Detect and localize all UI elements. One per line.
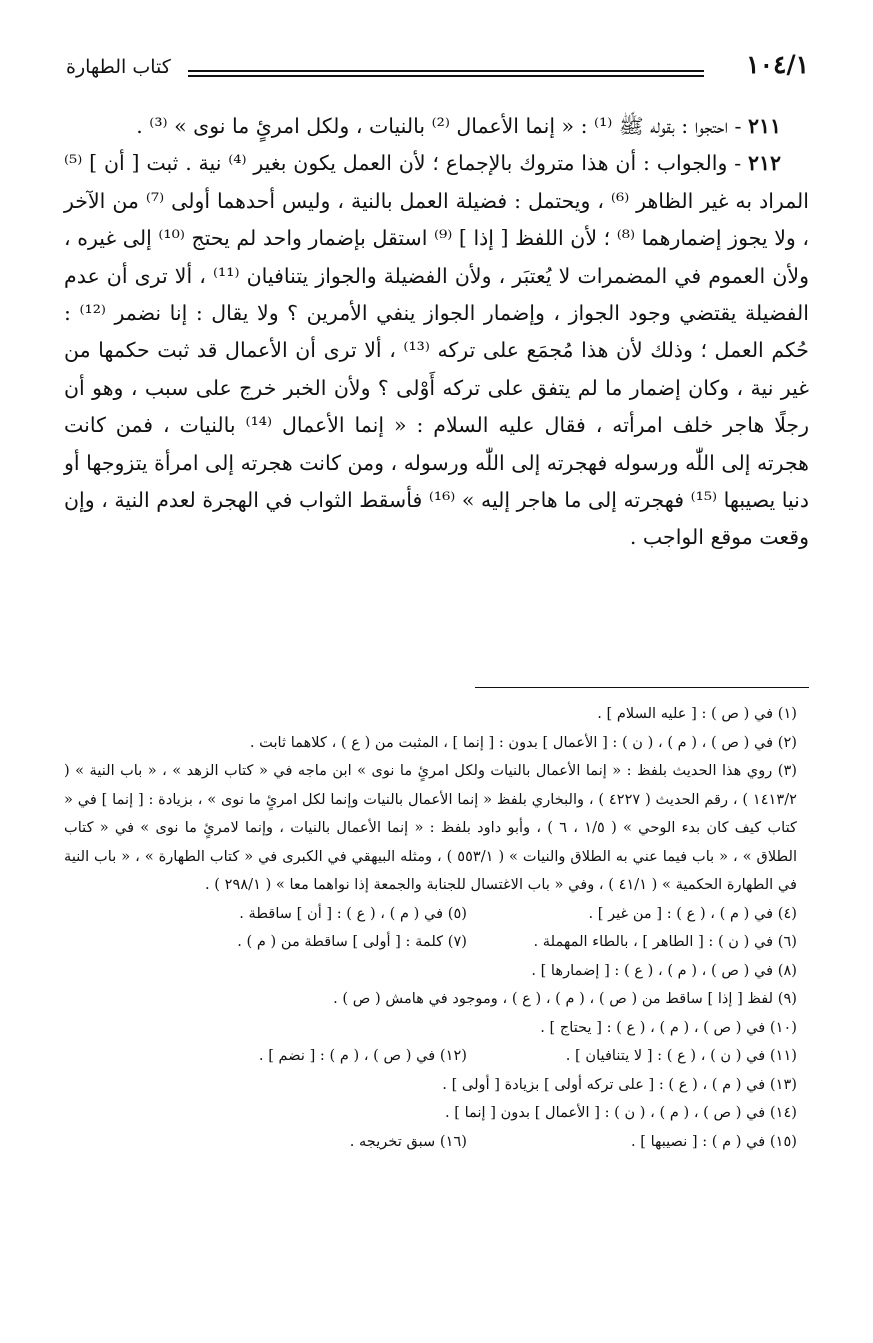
footnotes	[64, 700, 797, 1156]
footnote: (١٤) في ( ص ) ، ( م ) ، ( ن ) : [ الأعمال ] بدون [ إنما ] .	[444, 1104, 797, 1121]
page-number: ١٠٤/١	[746, 50, 809, 79]
footnote-row	[64, 900, 797, 929]
header-rule	[188, 75, 704, 77]
footnote-row	[64, 1128, 797, 1157]
footnote: (١٥) في ( م ) : [ نصيبها ] .	[630, 1132, 797, 1150]
footnote: (٧) كلمة : [ أولى ] ساقطة من ( م ) .	[237, 933, 467, 950]
footnote: (١١) في ( ن ) ، ( ع ) : [ لا يتنافيان ] .	[565, 1047, 797, 1064]
paragraph-number: ٢١١	[747, 114, 781, 138]
paragraph	[64, 108, 809, 145]
header-rule	[188, 70, 704, 72]
footnote: (١٢) في ( ص ) ، ( م ) : [ نضم ] .	[258, 1047, 467, 1064]
footnote: (١) في ( ص ) : [ عليه السلام ] .	[597, 705, 797, 722]
footnote-separator	[475, 687, 809, 688]
footnote: (٣) روي هذا الحديث بلفظ : « إنما الأعمال بالنيات ولكل امرئٍ ما نوى » ابن ماجه في « كتاب الزهد » ، « باب النية » ( ١٤١٣/٢ ) ، رقم الحديث ( ٤٢٢٧ ) ، والبخاري بلفظ « إنما الأعمال بالنيات وإنما لكل امرئٍ ما نوى » ، بزيادة : [ إنما ] في « كتاب كيف كان بدء الوحي » ( ١/٥ ، ٦ ) ، وأبو داود بلفظ : « إنما الأعمال بالنيات ، وإنما لامرئٍ ما نوى » في « كتاب الطلاق » ، « باب فيما عني به الطلاق والنيات » ( ٥٥٣/١ ) ، ومثله البيهقي في الكبرى في « كتاب الطهارة » ، « باب النية في الطهارة الحكمية » ( ٤١/١ ) ، وفي « باب الاغتسال للجنابة والجمعة إذا نواهما معا » ( ٢٩٨/١ ) .	[64, 762, 798, 893]
page-header	[66, 50, 809, 90]
footnote: (٢) في ( ص ) ، ( م ) ، ( ن ) : [ الأعمال ] بدون : [ إنما ] ، المثبت من ( ع ) ، كلاهما ثابت .	[249, 733, 797, 751]
paragraph-text: - احتجوا : بقوله ﷺ ⁽¹⁾ : « إنما الأعمال ⁽²⁾ بالنيات ، ولكل امرئٍ ما نوى » ⁽³⁾ .	[136, 114, 748, 138]
main-text	[64, 108, 809, 557]
footnote: (١٠) في ( ص ) ، ( م ) ، ( ع ) : [ يحتاج ] .	[540, 1018, 797, 1036]
paragraph-text: - والجواب : أن هذا متروك بالإجماع ؛ لأن العمل يكون بغير ⁽⁴⁾ نية . ثبت [ أن ] ⁽⁵⁾ المراد به غير الظاهر ⁽⁶⁾ ، ويحتمل : فضيلة العمل بالنية ، وليس أحدهما أولى ⁽⁷⁾ من الآخر ، ولا يجوز إضمارهما ⁽⁸⁾ ؛ لأن اللفظ [ إذا ] ⁽⁹⁾ استقل بإضمار واحد لم يحتج ⁽¹⁰⁾ إلى غيره ، ولأن العموم في المضمرات لا يُعتبَر ، ولأن الفضيلة والجواز يتنافيان ⁽¹¹⁾ ، ألا ترى أن عدم الفضيلة يقتضي وجود الجواز ، وإضمار الجواز ينفي الأمرين ؟ ولا يقال : إنا نضمر ⁽¹²⁾ : حُكم العمل ؛ وذلك لأن هذا مُجمَع على تركه ⁽¹³⁾ ، ألا ترى أن الأعمال قد ثبت حكمها من غير نية ، وكان إضمار ما لم يتفق على تركه أَوْلى ؟ ولأن الخبر خرج على سبب ، وهو أن رجلًا هاجر خلف امرأته ، فقال عليه السلام : « إنما الأعمال ⁽¹⁴⁾ بالنيات ، فمن كانت هجرته إلى اللّٰه ورسوله فهجرته إلى اللّٰه ورسوله ، ومن كانت هجرته إلى امرأة يتزوجها أو دنيا يصيبها ⁽¹⁵⁾ فهجرته إلى ما هاجر إليه » ⁽¹⁶⁾ فأسقط الثواب في الهجرة لعدم النية ، وإن وقعت موقع الواجب .	[64, 151, 810, 550]
footnote: (٥) في ( م ) ، ( ع ) : [ أن ] ساقطة .	[239, 904, 467, 922]
footnote: (١٦) سبق تخريجه .	[349, 1132, 467, 1150]
footnote: (٤) في ( م ) ، ( ع ) : [ من غير ] .	[588, 904, 797, 922]
paragraph-number: ٢١٢	[747, 151, 781, 176]
footnote: (٩) لفظ [ إذا ] ساقط من ( ص ) ، ( م ) ، ( ع ) ، وموجود في هامش ( ص ) .	[333, 990, 797, 1007]
footnote: (١٣) في ( م ) ، ( ع ) : [ على تركه أولى ] بزيادة [ أولى ] .	[442, 1075, 797, 1093]
book-title: كتاب الطهارة	[66, 56, 171, 78]
footnote-row	[64, 1042, 797, 1071]
paragraph	[64, 145, 809, 556]
footnote: (٨) في ( ص ) ، ( م ) ، ( ع ) : [ إضمارها ] .	[531, 961, 797, 979]
footnote-row	[64, 928, 797, 957]
footnote: (٦) في ( ن ) : [ الطاهر ] ، بالطاء المهملة .	[533, 933, 797, 950]
